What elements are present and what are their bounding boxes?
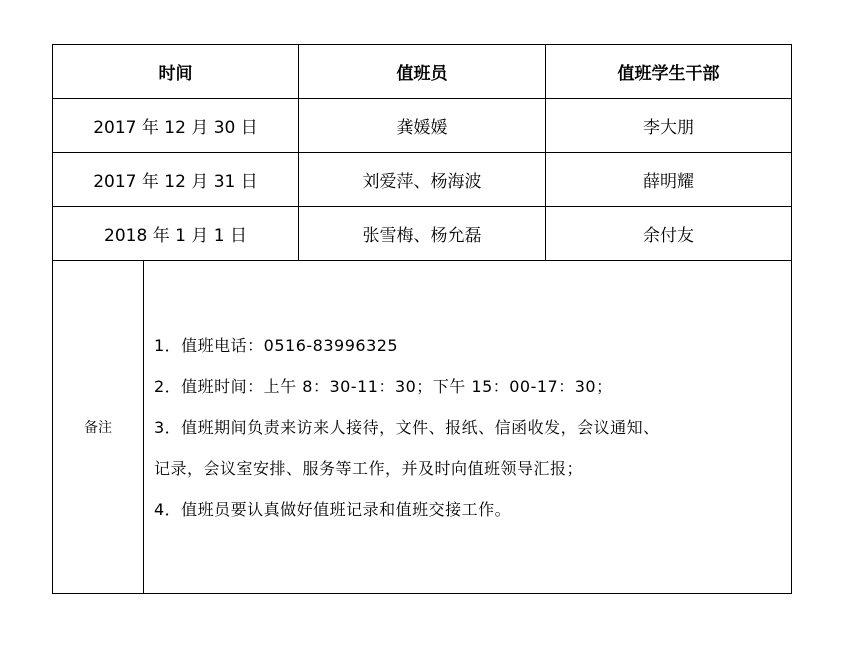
note-hours: 2．值班时间：上午 8：30-11：30；下午 15：00-17：30； <box>154 376 613 396</box>
student-cell: 薛明耀 <box>643 172 694 192</box>
note-duties: 3．值班期间负责来访来人接待，文件、报纸、信函收发，会议通知、 <box>154 417 660 437</box>
table-row <box>53 153 791 207</box>
note-duties-cont: 记录，会议室安排、服务等工作，并及时向值班领导汇报； <box>154 458 584 478</box>
student-cell: 余付友 <box>643 226 694 246</box>
note-phone: 1．值班电话：0516-83996325 <box>154 335 399 355</box>
table-header-row <box>53 45 791 99</box>
date-cell: 2017 年 12 月 31 日 <box>53 153 299 206</box>
note-records: 4．值班员要认真做好值班记录和值班交接工作。 <box>154 499 512 519</box>
notes-row <box>53 261 791 593</box>
header-student-cadre: 值班学生干部 <box>617 64 720 84</box>
duty-table <box>52 44 792 594</box>
student-cell: 李大朋 <box>643 118 694 138</box>
header-time: 时间 <box>53 45 299 98</box>
staff-cell: 刘爱萍、杨海波 <box>299 153 546 206</box>
date-cell: 2018 年 1 月 1 日 <box>53 207 299 260</box>
table-row <box>53 99 791 153</box>
notes-label: 备注 <box>53 261 144 593</box>
staff-cell: 张雪梅、杨允磊 <box>299 207 546 260</box>
table-row <box>53 207 791 261</box>
staff-cell: 龚媛媛 <box>299 99 546 152</box>
date-cell: 2017 年 12 月 30 日 <box>53 99 299 152</box>
notes-content <box>154 261 786 593</box>
header-staff: 值班员 <box>299 45 546 98</box>
